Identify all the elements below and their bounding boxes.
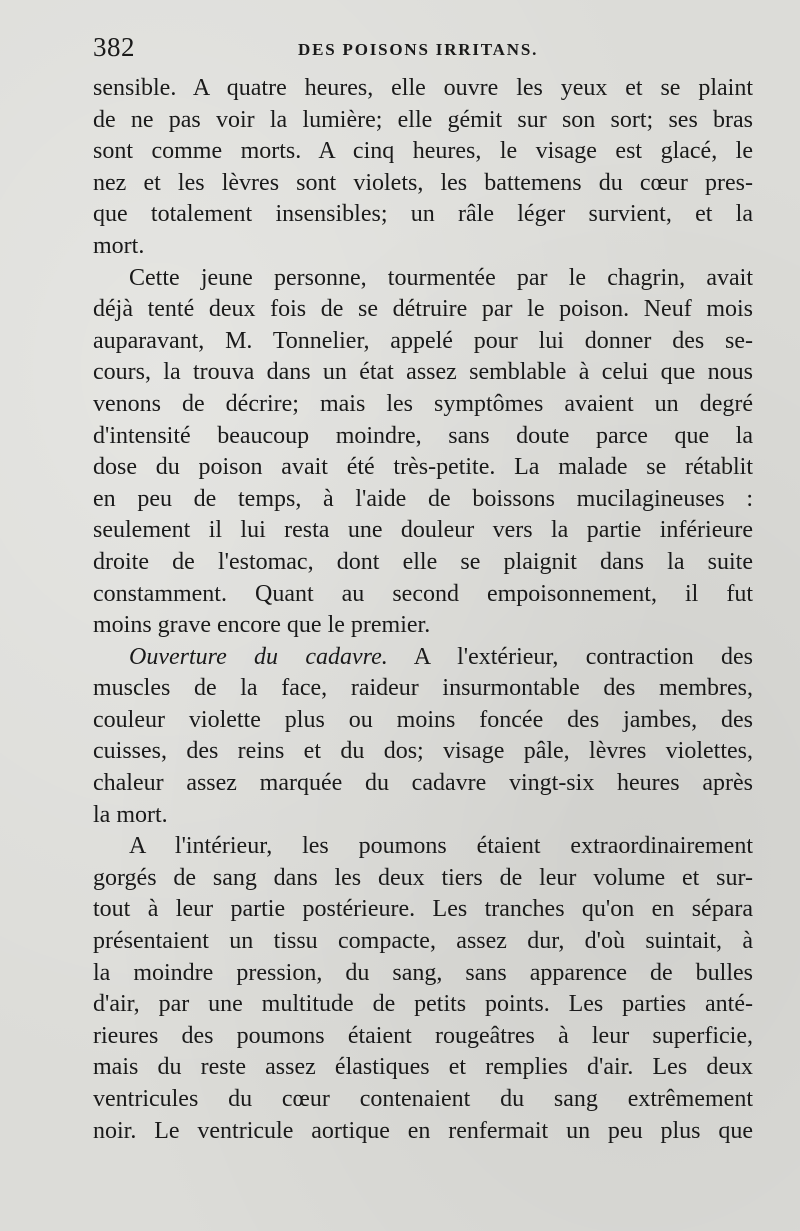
text-line: la mort. <box>93 801 168 828</box>
text-line: chaleur assez marquée du cadavre vingt-six heures après <box>93 770 753 797</box>
text-line: en peu de temps, à l'aide de boissons mucilagineuses : <box>93 485 753 512</box>
text-line: dose du poison avait été très-petite. La malade se rétablit <box>93 454 753 481</box>
text-line: nez et les lèvres sont violets, les battemens du cœur pres- <box>93 169 753 196</box>
text-line: auparavant, M. Tonnelier, appelé pour lui donner des se- <box>93 327 753 354</box>
page-header <box>93 32 753 72</box>
text-line: la moindre pression, du sang, sans apparence de bulles <box>93 959 753 986</box>
text-line: Cette jeune personne, tourmentée par le chagrin, avait <box>129 264 753 291</box>
text-line: droite de l'estomac, dont elle se plaignit dans la suite <box>93 548 753 575</box>
text-line: d'air, par une multitude de petits points. Les parties anté- <box>93 991 753 1018</box>
page-number: 382 <box>93 32 135 62</box>
text-line: mais du reste assez élastiques et remplies d'air. Les deux <box>93 1054 753 1081</box>
text-line: sensible. A quatre heures, elle ouvre les yeux et se plaint <box>93 75 753 101</box>
text-line: de ne pas voir la lumière; elle gémit sur son sort; ses bras <box>93 106 753 133</box>
text-line: sont comme morts. A cinq heures, le visage est glacé, le <box>93 138 753 165</box>
text-line: cuisses, des reins et du dos; visage pâle, lèvres violettes, <box>93 738 753 765</box>
text-line: mort. <box>93 232 145 259</box>
text-line: déjà tenté deux fois de se détruire par le poison. Neuf mois <box>93 296 753 323</box>
running-head: DES POISONS IRRITANS. <box>298 40 539 59</box>
text-line: constamment. Quant au second empoisonnement, il fut <box>93 580 753 607</box>
section-heading: Ouverture du cadavre. <box>129 643 388 670</box>
text-line: seulement il lui resta une douleur vers la partie inférieure <box>93 517 753 544</box>
text-line: présentaient un tissu compacte, assez dur, d'où suintait, à <box>93 928 753 955</box>
section-text: A l'extérieur, contraction des <box>413 643 754 670</box>
text-line: gorgés de sang dans les deux tiers de leur volume et sur- <box>93 864 753 891</box>
text-line: A l'intérieur, les poumons étaient extraordinairement <box>129 833 753 860</box>
text-line: ventricules du cœur contenaient du sang extrêmement <box>93 1086 753 1112</box>
text-line: venons de décrire; mais les symptômes avaient un degré <box>93 390 753 417</box>
body-text <box>93 73 753 1147</box>
text-line: moins grave encore que le premier. <box>93 612 431 639</box>
text-line: couleur violette plus ou moins foncée des jambes, des <box>93 706 753 733</box>
text-line: que totalement insensibles; un râle léger survient, et la <box>93 201 753 228</box>
text-line: noir. Le ventricule aortique en renfermait un peu plus que <box>93 1117 753 1144</box>
text-line <box>93 642 753 674</box>
text-line: rieures des poumons étaient rougeâtres à leur superficie, <box>93 1022 753 1049</box>
text-line: muscles de la face, raideur insurmontable des membres, <box>93 675 753 702</box>
text-line: d'intensité beaucoup moindre, sans doute parce que la <box>93 422 753 449</box>
text-line: tout à leur partie postérieure. Les tranches qu'on en sépara <box>93 896 753 923</box>
text-line: cours, la trouva dans un état assez semblable à celui que nous <box>93 359 753 386</box>
